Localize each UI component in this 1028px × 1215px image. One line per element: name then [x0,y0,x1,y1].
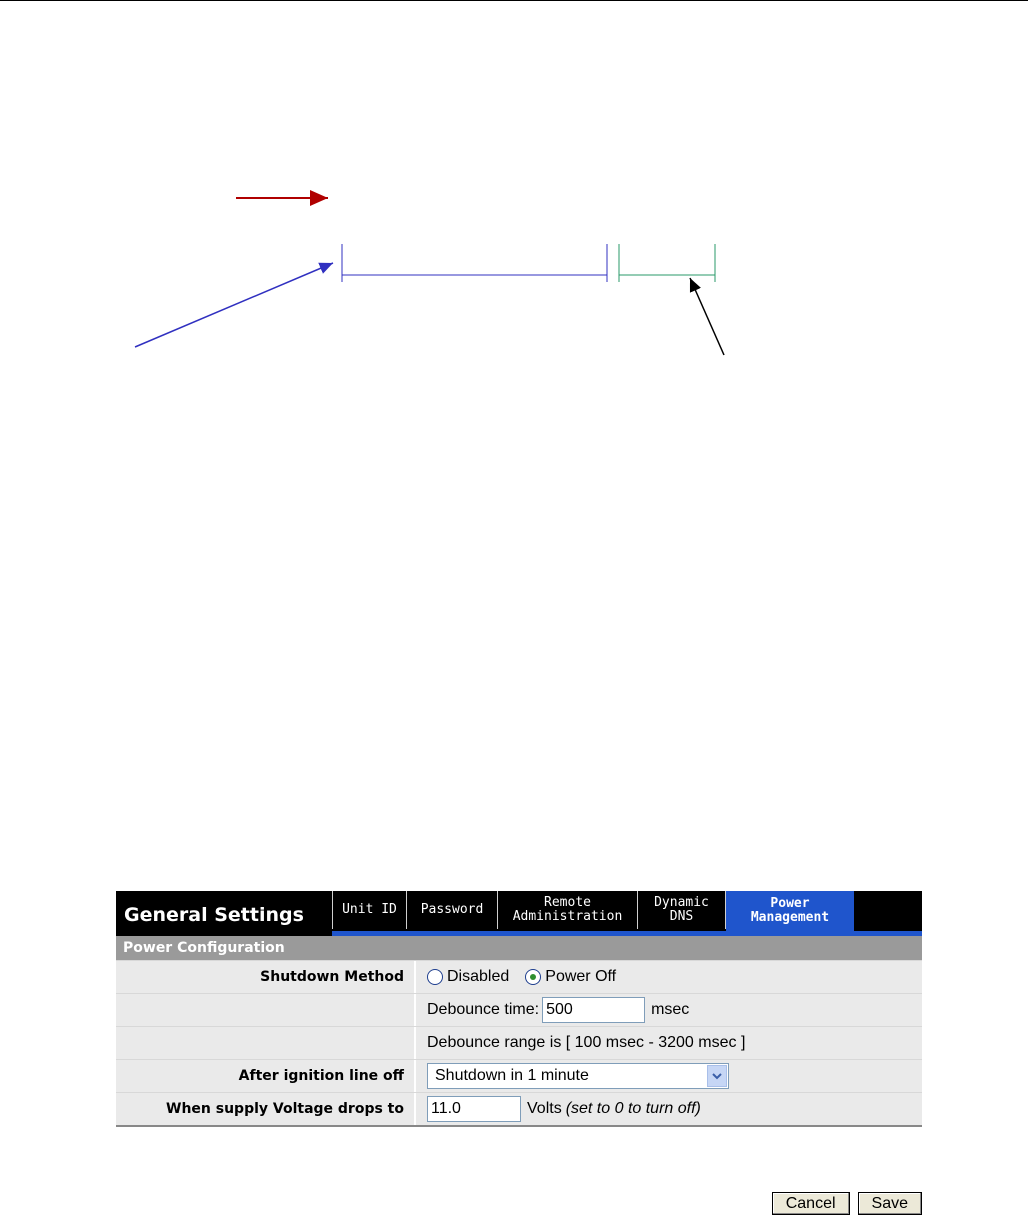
tab-unit-id[interactable] [332,891,407,929]
blue-arrow [135,263,333,347]
ignition-value [416,1060,922,1092]
radio-selected-dot [530,974,536,980]
tab-label-line1: Power [770,896,810,911]
green-bracket [619,244,715,282]
row-debounce-range [116,1026,922,1059]
tab-remote-administration[interactable] [497,891,638,929]
tab-label: Password [420,902,484,917]
tab-label-line2: DNS [669,909,694,924]
tab-label-line1: Dynamic [654,895,709,910]
section-title: Power Configuration [116,936,922,960]
tab-label: Unit ID [342,902,397,917]
tab-label-line2: Management [750,910,830,925]
debounce-range-text: Debounce range is [ 100 msec - 3200 msec ] [416,1027,922,1059]
radio-disabled[interactable] [427,969,443,985]
voltage-input[interactable] [427,1096,521,1122]
debounce-unit: msec [651,1001,690,1018]
tab-label-line2: Administration [512,909,623,924]
voltage-unit: Volts [527,1100,562,1117]
bottom-rule [116,1125,922,1127]
radio-disabled-label: Disabled [447,968,510,985]
ignition-selected-value: Shutdown in 1 minute [435,1067,589,1084]
save-button[interactable]: Save [858,1192,922,1215]
tab-label-line1: Remote [544,895,591,910]
row-shutdown-method [116,960,922,993]
general-settings-panel [116,891,922,1212]
voltage-value [416,1093,922,1125]
page-title: General Settings [124,904,304,926]
tab-password[interactable] [406,891,498,929]
radio-power-off[interactable] [525,969,541,985]
voltage-hint: (set to 0 to turn off) [565,1100,701,1117]
ignition-select[interactable] [427,1063,729,1089]
row-debounce-time [116,993,922,1026]
chevron-down-icon[interactable] [707,1065,727,1087]
debounce-value [416,994,922,1026]
range-empty-label [116,1027,416,1059]
row-ignition [116,1059,922,1092]
radio-power-off-label: Power Off [545,968,617,985]
voltage-label: When supply Voltage drops to [116,1093,416,1125]
black-arrow [690,278,724,355]
settings-header [116,891,922,936]
tab-underline [332,931,922,936]
row-voltage [116,1092,922,1125]
blue-bracket [342,244,607,282]
annotation-diagram [0,0,1028,420]
debounce-label: Debounce time: [427,1001,540,1018]
tab-dynamic-dns[interactable] [637,891,726,929]
ignition-label: After ignition line off [116,1060,416,1092]
shutdown-method-value [416,961,922,993]
shutdown-method-label: Shutdown Method [116,961,416,993]
tab-power-management[interactable] [726,891,854,931]
cancel-button[interactable]: Cancel [772,1192,850,1215]
debounce-time-input[interactable] [542,997,645,1023]
debounce-empty-label [116,994,416,1026]
